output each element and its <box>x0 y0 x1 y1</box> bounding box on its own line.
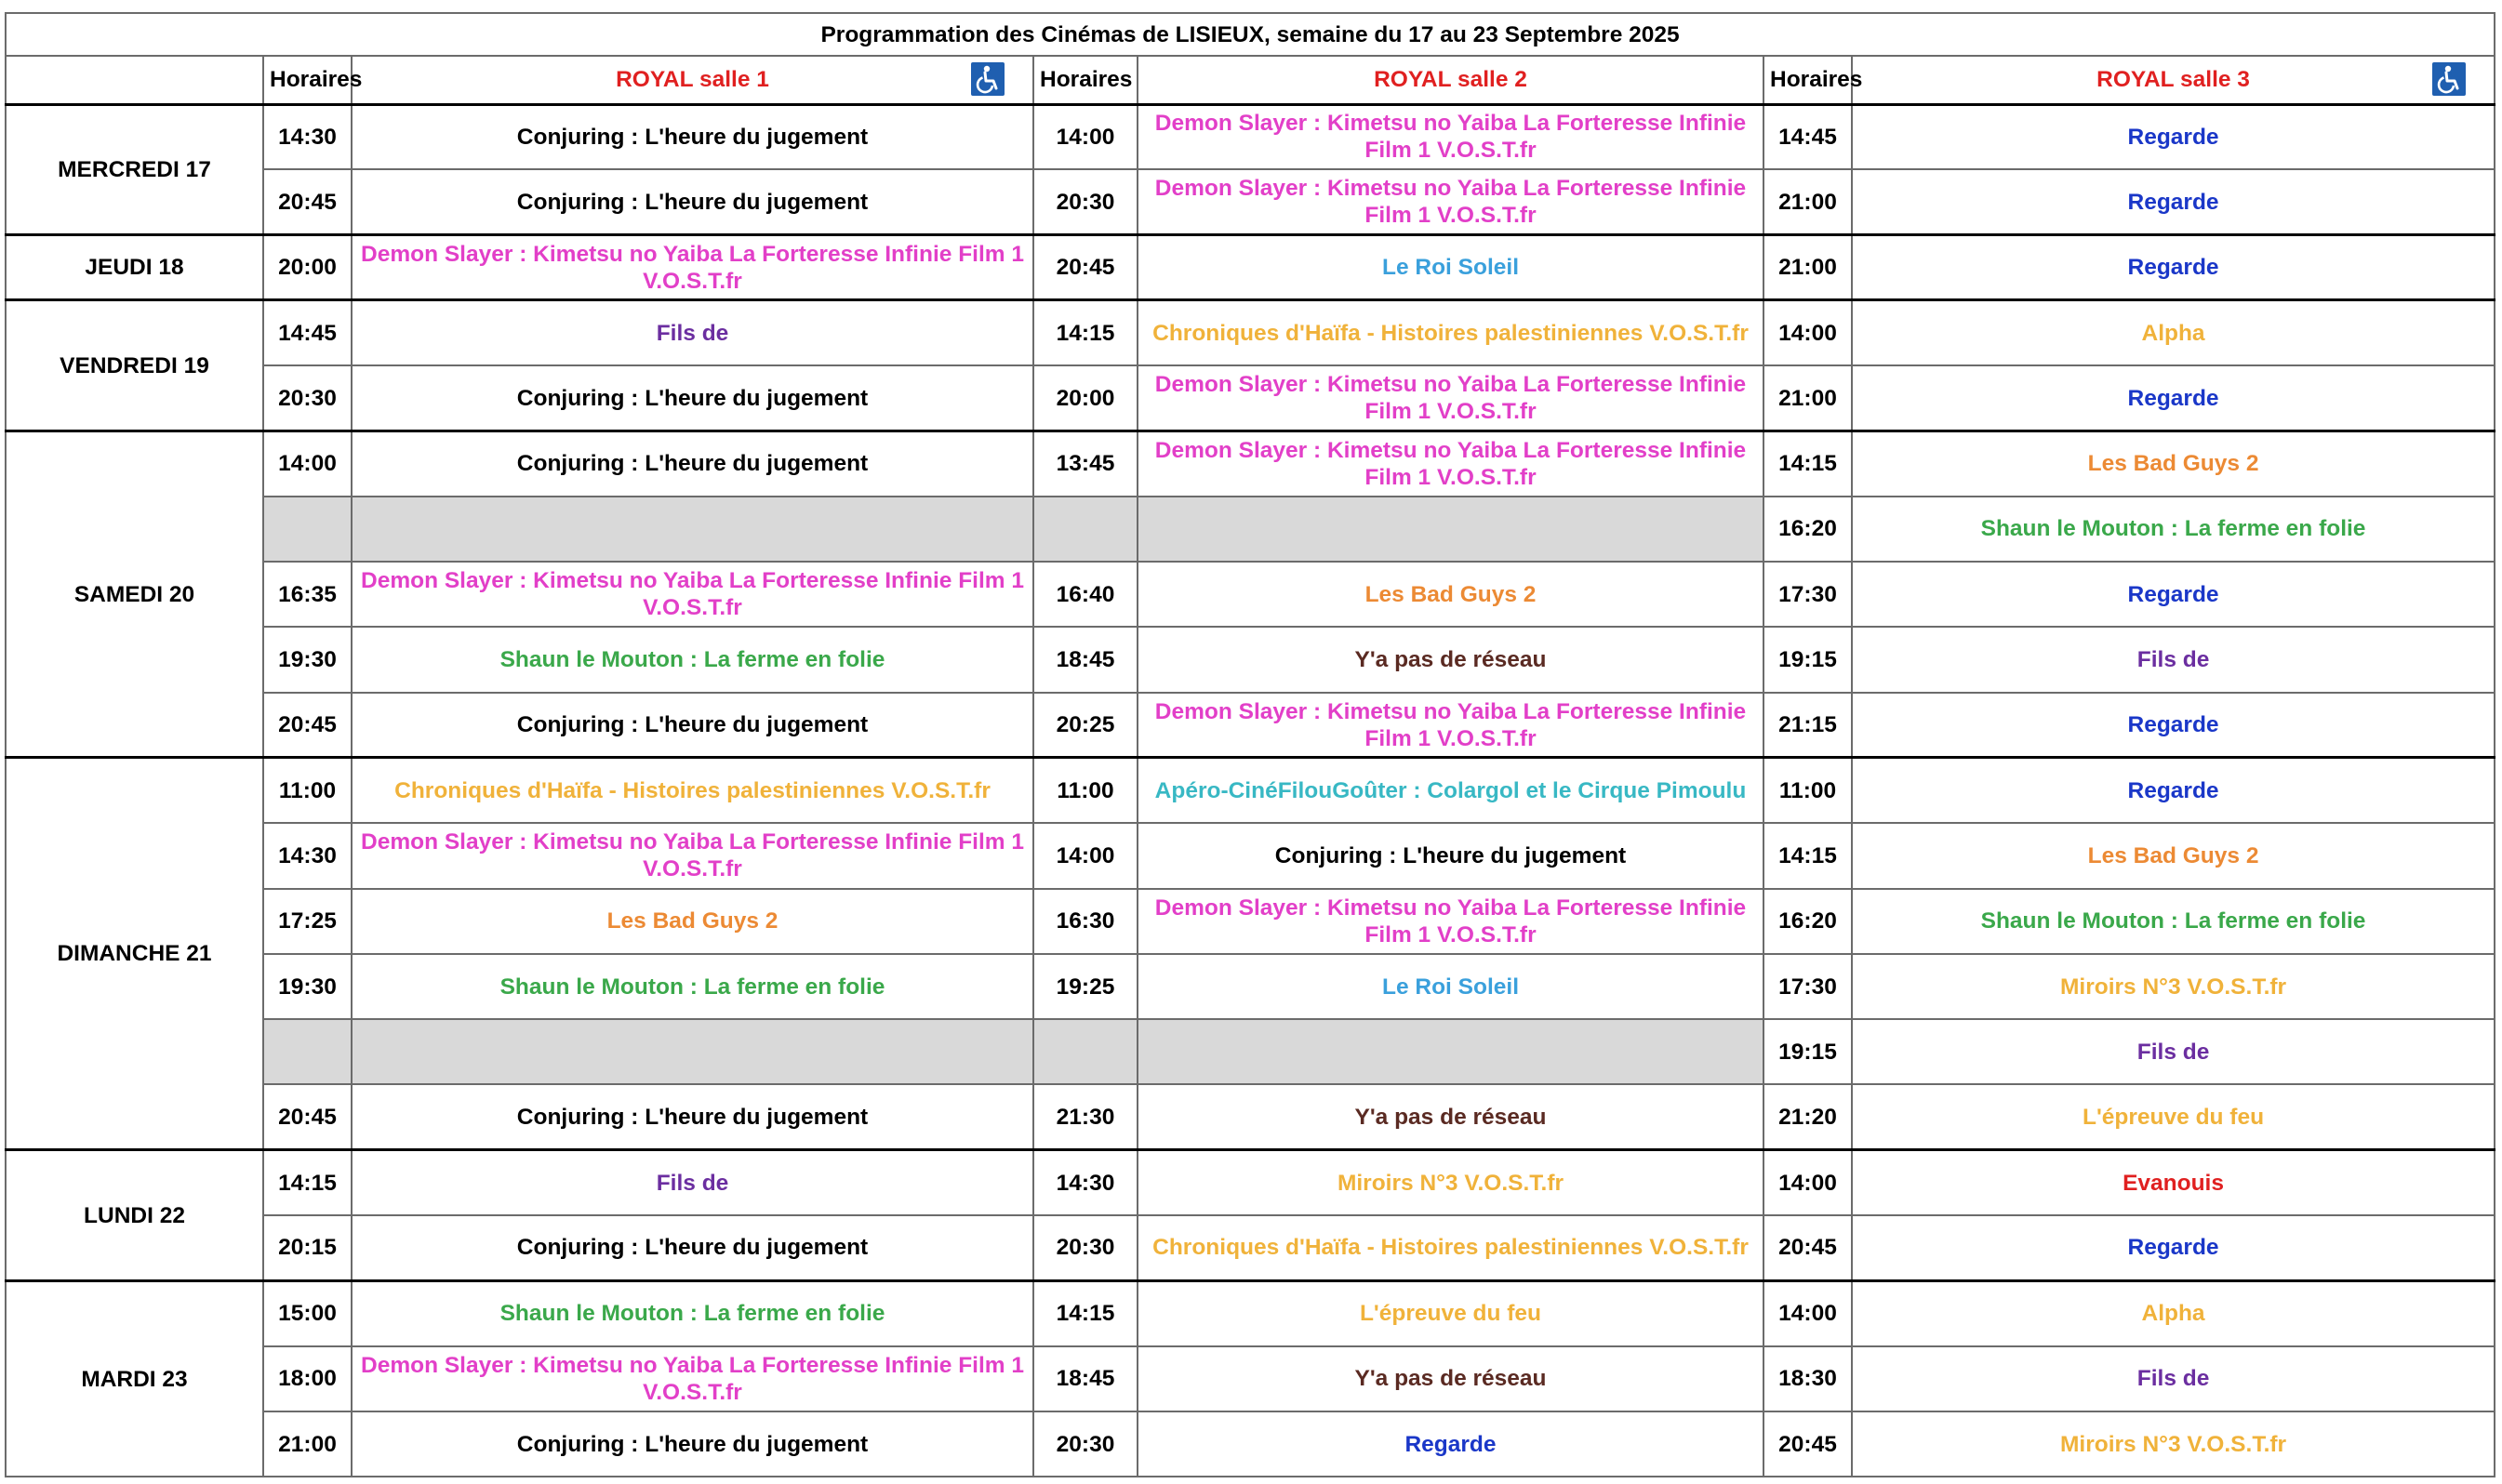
showtime: 21:30 <box>1033 1084 1138 1149</box>
showtime: 14:00 <box>1763 1150 1852 1215</box>
schedule-row <box>6 1346 2495 1411</box>
showtime: 15:00 <box>263 1280 352 1345</box>
movie-title: Regarde <box>1852 169 2495 234</box>
movie-title: Demon Slayer : Kimetsu no Yaiba La Forteresse Infinie Film 1 V.O.S.T.fr <box>352 823 1033 888</box>
schedule-row <box>6 954 2495 1019</box>
movie-title: Fils de <box>352 1150 1033 1215</box>
schedule-row <box>6 431 2495 496</box>
movie-title: Conjuring : L'heure du jugement <box>1138 823 1763 888</box>
schedule-row <box>6 1084 2495 1149</box>
day-label: VENDREDI 19 <box>6 300 263 431</box>
showtime: 14:00 <box>1763 1280 1852 1345</box>
movie-title: Demon Slayer : Kimetsu no Yaiba La Forteresse Infinie Film 1 V.O.S.T.fr <box>352 235 1033 300</box>
showtime: 16:20 <box>1763 889 1852 954</box>
day-label: SAMEDI 20 <box>6 431 263 757</box>
showtime <box>263 1019 352 1084</box>
showtime: 14:00 <box>1763 300 1852 365</box>
showtime: 18:45 <box>1033 1346 1138 1411</box>
day-label: MERCREDI 17 <box>6 104 263 235</box>
movie-title: Conjuring : L'heure du jugement <box>352 1411 1033 1477</box>
header-empty-cell <box>6 56 263 104</box>
showtime: 14:45 <box>263 300 352 365</box>
horaires-header-2: Horaires <box>1033 56 1138 104</box>
movie-title: Conjuring : L'heure du jugement <box>352 431 1033 496</box>
page-title: Programmation des Cinémas de LISIEUX, semaine du 17 au 23 Septembre 2025 <box>6 13 2495 56</box>
movie-title: Chroniques d'Haïfa - Histoires palestiniennes V.O.S.T.fr <box>1138 300 1763 365</box>
movie-title: Shaun le Mouton : La ferme en folie <box>352 1280 1033 1345</box>
wheelchair-icon <box>2432 62 2466 96</box>
showtime: 17:30 <box>1763 954 1852 1019</box>
movie-title: Les Bad Guys 2 <box>1852 431 2495 496</box>
salle-3-header <box>1852 56 2495 104</box>
showtime <box>1033 1019 1138 1084</box>
salle-3-label: ROYAL salle 3 <box>2096 67 2250 93</box>
movie-title: Chroniques d'Haïfa - Histoires palestiniennes V.O.S.T.fr <box>1138 1215 1763 1280</box>
showtime: 20:45 <box>263 169 352 234</box>
showtime: 20:30 <box>1033 169 1138 234</box>
showtime: 18:30 <box>1763 1346 1852 1411</box>
showtime: 16:40 <box>1033 562 1138 627</box>
schedule-row <box>6 235 2495 300</box>
showtime: 20:45 <box>1763 1215 1852 1280</box>
showtime: 14:15 <box>1763 431 1852 496</box>
movie-title: Le Roi Soleil <box>1138 235 1763 300</box>
showtime: 19:25 <box>1033 954 1138 1019</box>
movie-title: Alpha <box>1852 1280 2495 1345</box>
movie-title: Les Bad Guys 2 <box>1852 823 2495 888</box>
showtime: 17:30 <box>1763 562 1852 627</box>
showtime: 14:00 <box>1033 104 1138 169</box>
showtime: 17:25 <box>263 889 352 954</box>
schedule-row <box>6 693 2495 758</box>
showtime: 14:15 <box>1033 300 1138 365</box>
showtime: 21:00 <box>1763 169 1852 234</box>
movie-title: Shaun le Mouton : La ferme en folie <box>352 627 1033 692</box>
movie-title: Conjuring : L'heure du jugement <box>352 1215 1033 1280</box>
movie-title <box>1138 1019 1763 1084</box>
header-row <box>6 56 2495 104</box>
showtime: 16:35 <box>263 562 352 627</box>
schedule-row <box>6 889 2495 954</box>
movie-title: Demon Slayer : Kimetsu no Yaiba La Forteresse Infinie Film 1 V.O.S.T.fr <box>1138 169 1763 234</box>
showtime: 21:00 <box>1763 365 1852 431</box>
schedule-row <box>6 169 2495 234</box>
movie-title: Fils de <box>1852 1019 2495 1084</box>
title-row <box>6 13 2495 56</box>
showtime: 13:45 <box>1033 431 1138 496</box>
movie-title: Demon Slayer : Kimetsu no Yaiba La Forteresse Infinie Film 1 V.O.S.T.fr <box>1138 365 1763 431</box>
showtime: 16:30 <box>1033 889 1138 954</box>
schedule-table <box>5 12 2495 1477</box>
movie-title: Fils de <box>1852 1346 2495 1411</box>
salle-1-header <box>352 56 1033 104</box>
schedule-row <box>6 562 2495 627</box>
showtime: 18:00 <box>263 1346 352 1411</box>
showtime: 21:15 <box>1763 693 1852 758</box>
schedule-row <box>6 758 2495 823</box>
showtime: 16:20 <box>1763 497 1852 562</box>
showtime: 21:00 <box>263 1411 352 1477</box>
schedule-row <box>6 104 2495 169</box>
showtime: 19:30 <box>263 627 352 692</box>
movie-title: Evanouis <box>1852 1150 2495 1215</box>
day-label: LUNDI 22 <box>6 1150 263 1281</box>
movie-title: Y'a pas de réseau <box>1138 627 1763 692</box>
showtime: 14:15 <box>263 1150 352 1215</box>
schedule-row <box>6 1150 2495 1215</box>
showtime: 11:00 <box>1763 758 1852 823</box>
showtime: 20:45 <box>1763 1411 1852 1477</box>
showtime: 20:15 <box>263 1215 352 1280</box>
showtime: 20:30 <box>1033 1411 1138 1477</box>
movie-title: Y'a pas de réseau <box>1138 1084 1763 1149</box>
movie-title: Demon Slayer : Kimetsu no Yaiba La Forteresse Infinie Film 1 V.O.S.T.fr <box>352 562 1033 627</box>
showtime: 20:00 <box>1033 365 1138 431</box>
day-label: DIMANCHE 21 <box>6 758 263 1150</box>
movie-title: Demon Slayer : Kimetsu no Yaiba La Forteresse Infinie Film 1 V.O.S.T.fr <box>352 1346 1033 1411</box>
showtime: 20:00 <box>263 235 352 300</box>
showtime: 14:30 <box>1033 1150 1138 1215</box>
movie-title: Regarde <box>1852 758 2495 823</box>
movie-title: Shaun le Mouton : La ferme en folie <box>352 954 1033 1019</box>
schedule-row <box>6 365 2495 431</box>
showtime: 20:30 <box>263 365 352 431</box>
schedule-row <box>6 627 2495 692</box>
schedule-row <box>6 1411 2495 1477</box>
showtime: 14:30 <box>263 104 352 169</box>
showtime: 18:45 <box>1033 627 1138 692</box>
movie-title: Regarde <box>1852 562 2495 627</box>
movie-title: Conjuring : L'heure du jugement <box>352 1084 1033 1149</box>
showtime: 11:00 <box>263 758 352 823</box>
movie-title: Miroirs N°3 V.O.S.T.fr <box>1138 1150 1763 1215</box>
showtime: 21:00 <box>1763 235 1852 300</box>
schedule-row <box>6 1215 2495 1280</box>
showtime: 14:15 <box>1763 823 1852 888</box>
movie-title: Shaun le Mouton : La ferme en folie <box>1852 889 2495 954</box>
showtime <box>1033 497 1138 562</box>
movie-title: Alpha <box>1852 300 2495 365</box>
showtime: 20:45 <box>263 1084 352 1149</box>
schedule-row <box>6 1280 2495 1345</box>
schedule-row <box>6 300 2495 365</box>
movie-title: Conjuring : L'heure du jugement <box>352 104 1033 169</box>
showtime: 20:45 <box>1033 235 1138 300</box>
movie-title: Apéro-CinéFilouGoûter : Colargol et le Cirque Pimoulu <box>1138 758 1763 823</box>
showtime: 14:45 <box>1763 104 1852 169</box>
movie-title: Y'a pas de réseau <box>1138 1346 1763 1411</box>
day-label: JEUDI 18 <box>6 235 263 300</box>
salle-2-header <box>1138 56 1763 104</box>
movie-title: Fils de <box>352 300 1033 365</box>
showtime: 20:30 <box>1033 1215 1138 1280</box>
movie-title: Fils de <box>1852 627 2495 692</box>
showtime: 20:25 <box>1033 693 1138 758</box>
movie-title: Conjuring : L'heure du jugement <box>352 693 1033 758</box>
movie-title: Demon Slayer : Kimetsu no Yaiba La Forteresse Infinie Film 1 V.O.S.T.fr <box>1138 431 1763 496</box>
movie-title <box>352 1019 1033 1084</box>
movie-title: Miroirs N°3 V.O.S.T.fr <box>1852 954 2495 1019</box>
movie-title: Les Bad Guys 2 <box>352 889 1033 954</box>
schedule-row <box>6 823 2495 888</box>
movie-title: Miroirs N°3 V.O.S.T.fr <box>1852 1411 2495 1477</box>
showtime: 19:30 <box>263 954 352 1019</box>
showtime: 14:15 <box>1033 1280 1138 1345</box>
salle-2-label: ROYAL salle 2 <box>1374 67 1527 93</box>
day-label: MARDI 23 <box>6 1280 263 1477</box>
salle-1-label: ROYAL salle 1 <box>616 67 769 93</box>
movie-title: Demon Slayer : Kimetsu no Yaiba La Forteresse Infinie Film 1 V.O.S.T.fr <box>1138 693 1763 758</box>
movie-title: Shaun le Mouton : La ferme en folie <box>1852 497 2495 562</box>
showtime: 19:15 <box>1763 1019 1852 1084</box>
movie-title: Regarde <box>1852 693 2495 758</box>
showtime: 14:00 <box>1033 823 1138 888</box>
showtime <box>263 497 352 562</box>
movie-title: Le Roi Soleil <box>1138 954 1763 1019</box>
movie-title: Conjuring : L'heure du jugement <box>352 365 1033 431</box>
wheelchair-icon <box>971 62 1005 96</box>
showtime: 20:45 <box>263 693 352 758</box>
movie-title <box>1138 497 1763 562</box>
showtime: 19:15 <box>1763 627 1852 692</box>
showtime: 14:30 <box>263 823 352 888</box>
showtime: 14:00 <box>263 431 352 496</box>
schedule-row <box>6 497 2495 562</box>
movie-title: Conjuring : L'heure du jugement <box>352 169 1033 234</box>
movie-title: Regarde <box>1138 1411 1763 1477</box>
movie-title: Regarde <box>1852 104 2495 169</box>
movie-title: Demon Slayer : Kimetsu no Yaiba La Forteresse Infinie Film 1 V.O.S.T.fr <box>1138 889 1763 954</box>
movie-title: Les Bad Guys 2 <box>1138 562 1763 627</box>
movie-title <box>352 497 1033 562</box>
movie-title: Demon Slayer : Kimetsu no Yaiba La Forteresse Infinie Film 1 V.O.S.T.fr <box>1138 104 1763 169</box>
movie-title: L'épreuve du feu <box>1852 1084 2495 1149</box>
movie-title: L'épreuve du feu <box>1138 1280 1763 1345</box>
movie-title: Chroniques d'Haïfa - Histoires palestiniennes V.O.S.T.fr <box>352 758 1033 823</box>
movie-title: Regarde <box>1852 235 2495 300</box>
movie-title: Regarde <box>1852 365 2495 431</box>
movie-title: Regarde <box>1852 1215 2495 1280</box>
horaires-header-3: Horaires <box>1763 56 1852 104</box>
schedule-row <box>6 1019 2495 1084</box>
showtime: 21:20 <box>1763 1084 1852 1149</box>
horaires-header-1: Horaires <box>263 56 352 104</box>
showtime: 11:00 <box>1033 758 1138 823</box>
